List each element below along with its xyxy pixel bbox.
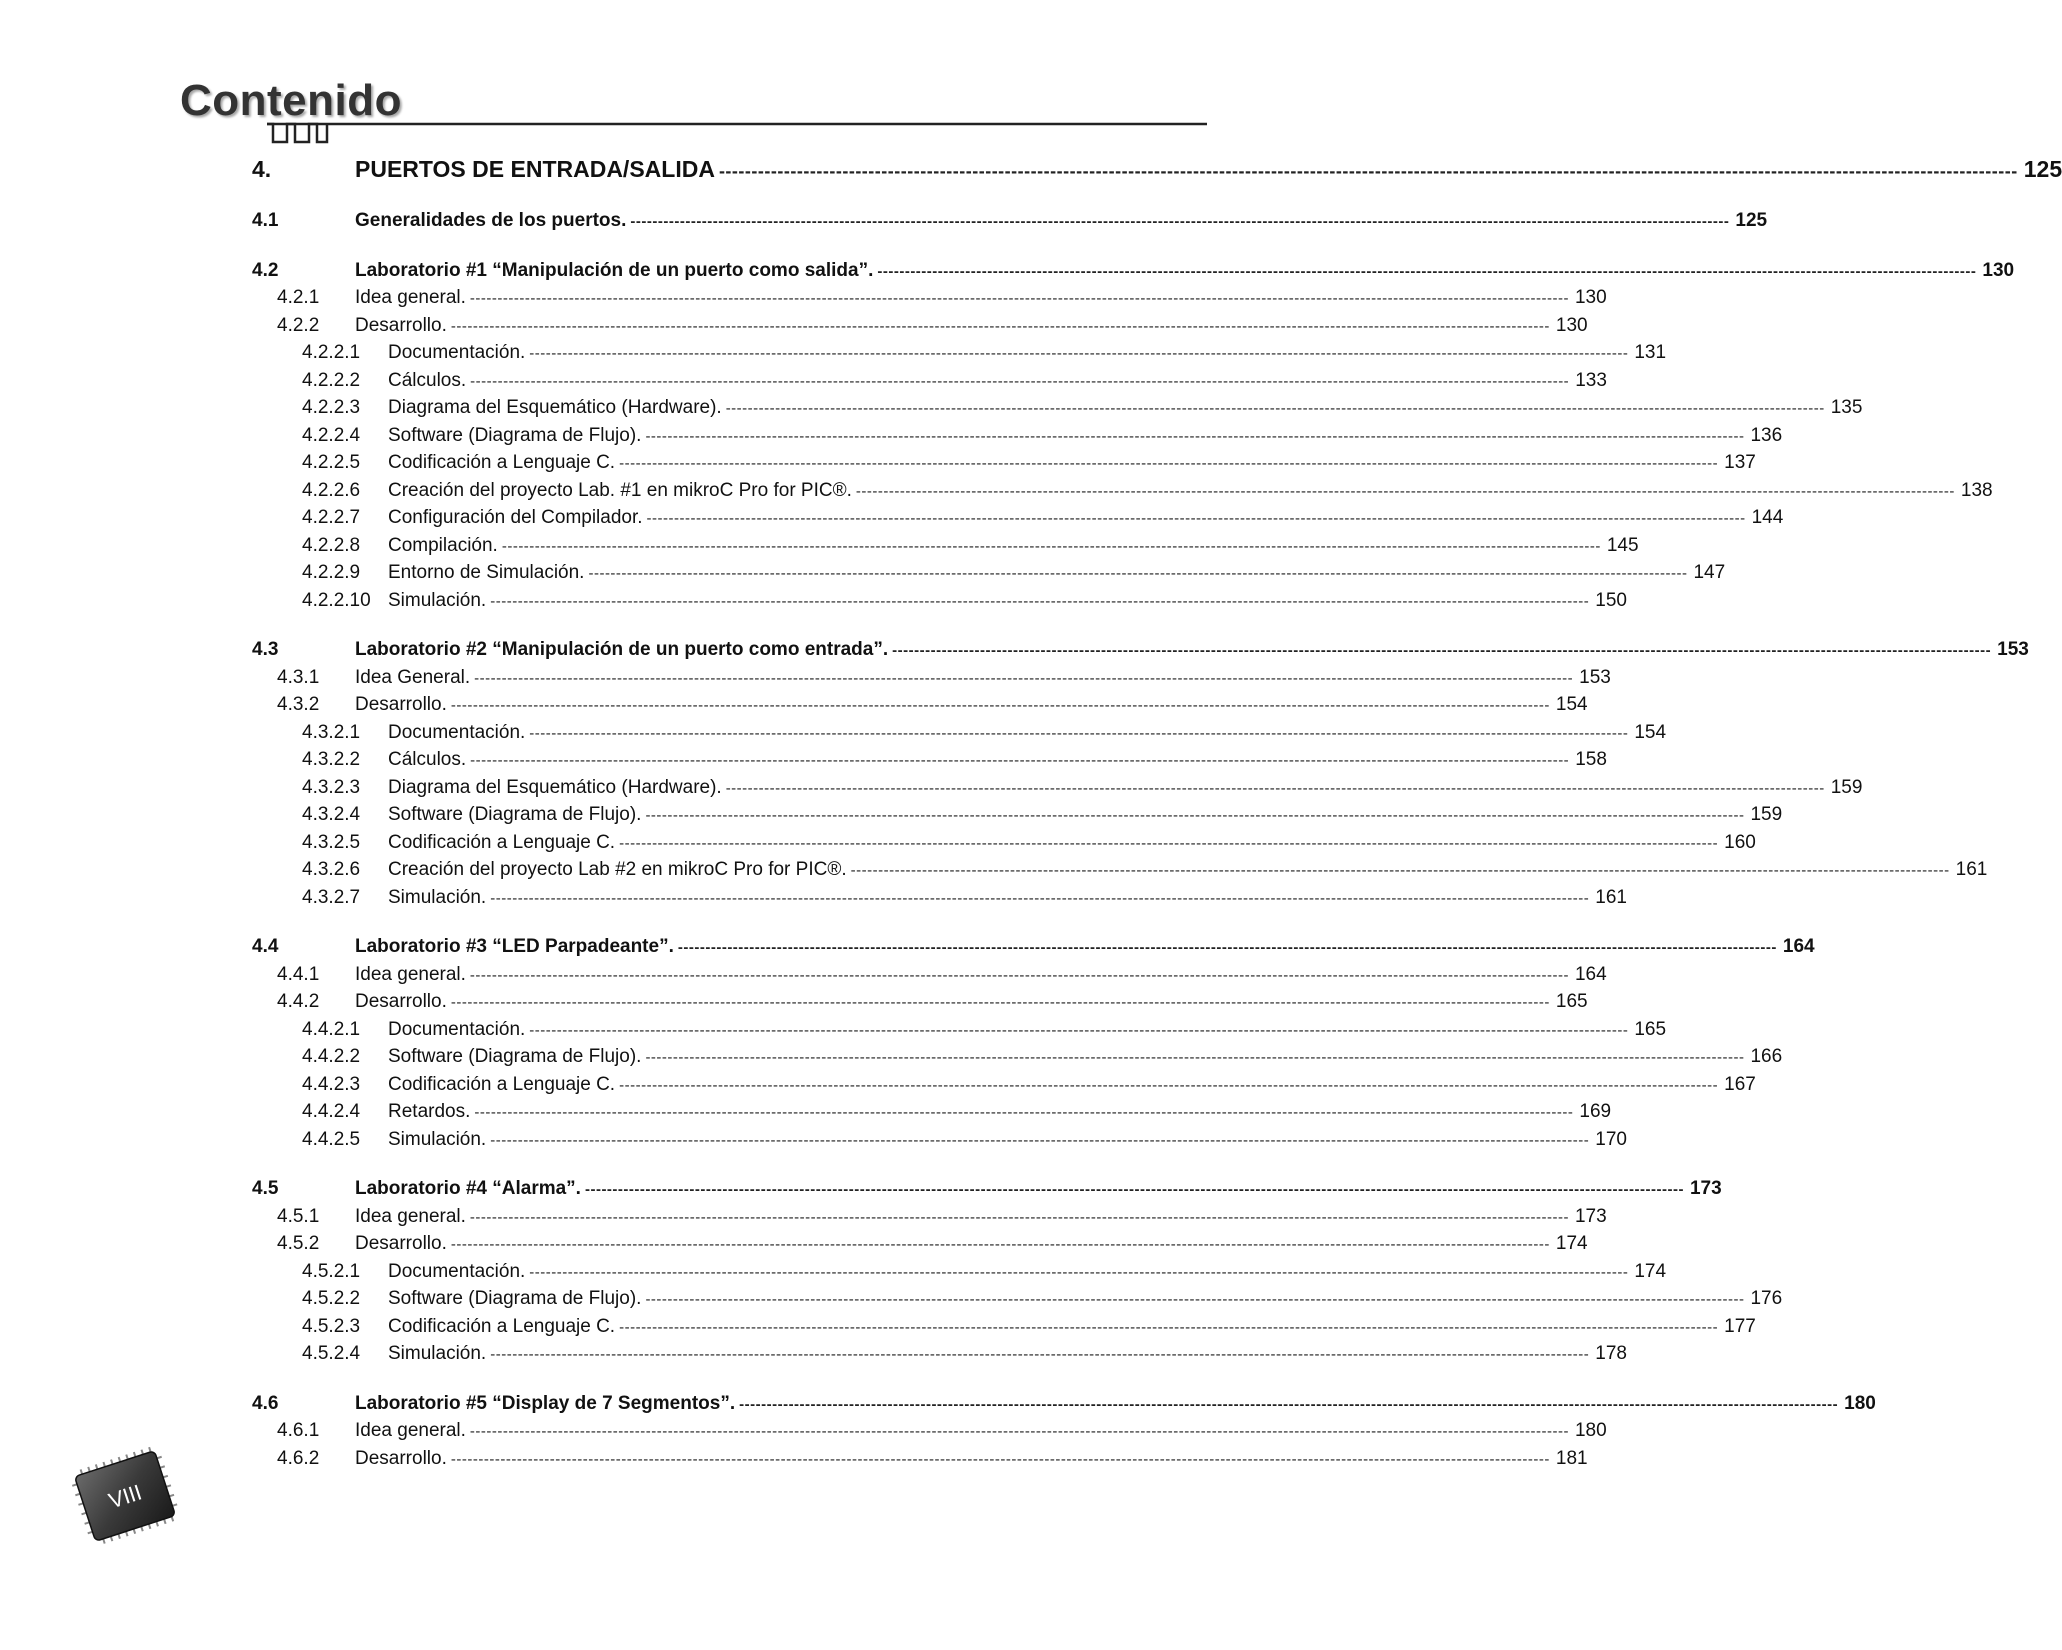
toc-entry-number: 4.6.2 [277,1447,320,1469]
toc-entry-number: 4.2.2.5 [302,452,361,473]
toc-entry[interactable] [252,452,1756,480]
toc-entry[interactable] [252,886,1627,915]
toc-entry-number: 4.2.2.2 [302,369,361,391]
toc-entry-number: 4.2.2.3 [302,397,361,418]
toc-entry-number: 4.6 [252,1392,279,1414]
toc-entry-leader: -------------------------------------------------------------------------------------------------------------------------------------------------------------------------------------------------------- [677,939,1777,956]
toc-entry-number: 4.2.2.6 [302,479,361,501]
toc-entry-number: 4.4.2 [277,991,320,1012]
toc-entry-number: 4.3.1 [277,666,320,688]
toc-entry[interactable] [252,1420,1607,1448]
toc-entry-page: 125 [2023,156,2062,182]
toc-entry-leader: -------------------------------------------------------------------------------------------------------------------------------------------------------------------------------------------------------- [630,213,1730,230]
toc-entry-title: Laboratorio #4 “Alarma”. [355,1178,581,1199]
toc-entry-page: 169 [1579,1101,1612,1122]
toc-entry-number: 4.3.2.3 [302,776,361,798]
toc-entry-title: Documentación. [388,721,526,743]
toc-entry[interactable] [252,804,1783,832]
toc-entry-page: 130 [1574,287,1607,308]
toc-entry-leader: -------------------------------------------------------------------------------------------------------------------------------------------------------------------------------------------------------- [645,1049,1745,1066]
toc-entry-leader: -------------------------------------------------------------------------------------------------------------------------------------------------------------------------------------------------------- [450,697,1550,714]
pulse-wave-icon [267,124,327,142]
toc-entry-leader: -------------------------------------------------------------------------------------------------------------------------------------------------------------------------------------------------------- [490,889,1590,907]
toc-entry[interactable] [252,1260,1667,1289]
toc-entry-leader: -------------------------------------------------------------------------------------------------------------------------------------------------------------------------------------------------------- [474,1104,1574,1121]
toc-entry-number: 4.2.1 [277,287,320,308]
toc-entry-leader: -------------------------------------------------------------------------------------------------------------------------------------------------------------------------------------------------------- [619,834,1719,852]
toc-entry-page: 161 [1595,886,1627,908]
toc-entry-page: 166 [1750,1046,1783,1067]
toc-entry-leader: -------------------------------------------------------------------------------------------------------------------------------------------------------------------------------------------------------- [470,752,1570,769]
toc-entry-number: 4.3.2 [277,694,320,715]
toc-entry-page: 154 [1634,721,1667,743]
toc-entry[interactable] [252,507,1784,535]
toc-entry-leader: -------------------------------------------------------------------------------------------------------------------------------------------------------------------------------------------------------- [450,317,1550,335]
toc-entry-title: Cálculos. [388,749,467,770]
toc-entry[interactable] [252,479,1993,508]
toc-entry-page: 159 [1750,804,1783,825]
toc-entry[interactable] [252,1343,1627,1371]
toc-entry-title: Idea General. [355,666,471,688]
toc-entry-leader: -------------------------------------------------------------------------------------------------------------------------------------------------------------------------------------------------------- [490,1346,1590,1363]
toc-entry[interactable] [252,589,1627,618]
toc-entry-title: Desarrollo. [355,314,447,336]
toc-entry-leader: -------------------------------------------------------------------------------------------------------------------------------------------------------------------------------------------------------- [645,427,1745,445]
toc-entry-leader: -------------------------------------------------------------------------------------------------------------------------------------------------------------------------------------------------------- [718,161,2018,181]
toc-entry[interactable] [252,534,1639,563]
toc-entry-number: 4.2.2.1 [302,342,361,363]
toc-entry-title: Generalidades de los puertos. [355,210,627,231]
toc-entry-title: Laboratorio #1 “Manipulación de un puerto como salida”. [355,259,874,281]
toc-entry-leader: -------------------------------------------------------------------------------------------------------------------------------------------------------------------------------------------------------- [469,1208,1569,1226]
toc-entry-number: 4.4.1 [277,963,320,985]
toc-entry-leader: -------------------------------------------------------------------------------------------------------------------------------------------------------------------------------------------------------- [474,669,1574,687]
toc-entry-number: 4.6.1 [277,1420,320,1441]
toc-entry-title: Desarrollo. [355,991,447,1012]
toc-entry-number: 4.2.2.10 [302,589,371,611]
toc-entry-number: 4.4.2.4 [302,1101,361,1122]
toc-entry-number: 4.4.2.1 [302,1018,361,1040]
toc-entry-page: 176 [1750,1288,1783,1309]
toc-entry-title: Desarrollo. [355,1447,447,1469]
toc-entry-leader: -------------------------------------------------------------------------------------------------------------------------------------------------------------------------------------------------------- [450,994,1550,1011]
toc-entry[interactable] [252,749,1607,777]
toc-entry-number: 4.2.2.8 [302,534,361,556]
toc-entry-number: 4.3.2.2 [302,749,361,770]
page-title: Contenido [180,76,403,125]
toc-entry[interactable] [252,1233,1588,1261]
toc-entry-title: Documentación. [388,342,526,363]
toc-entry-leader: -------------------------------------------------------------------------------------------------------------------------------------------------------------------------------------------------------- [470,372,1570,390]
toc-entry-title: Codificación a Lenguaje C. [388,1315,616,1337]
toc-entry-leader: -------------------------------------------------------------------------------------------------------------------------------------------------------------------------------------------------------- [619,1076,1719,1094]
toc-entry[interactable] [252,1128,1627,1157]
toc-entry-title: Idea general. [355,1205,466,1227]
toc-entry[interactable] [252,859,1988,887]
toc-entry-page: 173 [1689,1178,1722,1199]
toc-entry-title: Diagrama del Esquemático (Hardware). [388,776,722,798]
title-rule-decoration [180,118,1294,146]
toc-entry-page: 160 [1724,831,1756,853]
toc-entry-number: 4.4 [252,936,279,957]
toc-entry-leader: -------------------------------------------------------------------------------------------------------------------------------------------------------------------------------------------------------- [892,642,1992,659]
toc-entry-leader: -------------------------------------------------------------------------------------------------------------------------------------------------------------------------------------------------------- [588,565,1688,582]
toc-entry-leader: -------------------------------------------------------------------------------------------------------------------------------------------------------------------------------------------------------- [469,966,1569,984]
toc-entry[interactable] [252,1447,1588,1476]
toc-entry-leader: -------------------------------------------------------------------------------------------------------------------------------------------------------------------------------------------------------- [645,1291,1745,1308]
toc-entry-page: 154 [1555,694,1588,715]
toc-entry-title: Simulación. [388,589,487,611]
toc-entry-title: Entorno de Simulación. [388,562,585,583]
toc-entry-leader: -------------------------------------------------------------------------------------------------------------------------------------------------------------------------------------------------------- [739,1395,1839,1413]
toc-entry-number: 4.4.2.5 [302,1128,361,1150]
toc-entry-title: Configuración del Compilador. [388,507,643,528]
toc-entry-number: 4.5.2.3 [302,1315,361,1337]
toc-entry-title: Idea general. [355,287,466,308]
toc-entry-leader: -------------------------------------------------------------------------------------------------------------------------------------------------------------------------------------------------------- [529,345,1629,362]
toc-entry[interactable] [252,287,1607,315]
toc-entry-number: 4.5.2.4 [302,1343,361,1364]
toc-entry[interactable] [252,991,1588,1019]
toc-entry[interactable] [252,1315,1756,1344]
toc-entry-title: Diagrama del Esquemático (Hardware). [388,397,722,418]
toc-entry[interactable] [252,314,1588,343]
toc-entry-page: 164 [1782,936,1815,957]
toc-entry-title: Simulación. [388,1343,487,1364]
toc-entry-page: 181 [1555,1447,1588,1469]
toc-entry-title: Desarrollo. [355,1233,447,1254]
toc-entry-number: 4.4.2.3 [302,1073,361,1095]
toc-entry-title: Codificación a Lenguaje C. [388,1073,616,1095]
toc-entry-number: 4.3.2.4 [302,804,361,825]
toc-entry[interactable] [252,156,2062,200]
toc-entry-title: Software (Diagrama de Flujo). [388,1046,642,1067]
toc-entry-page: 136 [1750,424,1783,446]
toc-entry[interactable] [252,963,1607,992]
toc-entry-page: 130 [1982,259,2015,281]
toc-entry[interactable] [252,369,1607,398]
toc-entry-page: 180 [1574,1420,1607,1441]
toc-entry-leader: -------------------------------------------------------------------------------------------------------------------------------------------------------------------------------------------------------- [450,1236,1550,1253]
toc-entry-page: 150 [1595,589,1627,611]
toc-entry-leader: -------------------------------------------------------------------------------------------------------------------------------------------------------------------------------------------------------- [877,262,1977,280]
toc-entry-title: Laboratorio #3 “LED Parpadeante”. [355,936,674,957]
toc-entry-leader: -------------------------------------------------------------------------------------------------------------------------------------------------------------------------------------------------------- [619,455,1719,472]
toc-entry[interactable] [252,1392,1876,1421]
toc-entry[interactable] [252,397,1863,425]
toc-entry-number: 4.5 [252,1178,279,1199]
toc-entry-page: 153 [1579,666,1611,688]
table-of-contents [252,156,2062,1475]
toc-entry-page: 153 [1997,639,2029,660]
toc-entry-page: 174 [1634,1260,1667,1282]
toc-entry-leader: -------------------------------------------------------------------------------------------------------------------------------------------------------------------------------------------------------- [725,779,1825,797]
toc-entry[interactable] [252,562,1726,590]
toc-entry-title: Software (Diagrama de Flujo). [388,424,642,446]
toc-entry-leader: -------------------------------------------------------------------------------------------------------------------------------------------------------------------------------------------------------- [490,1131,1590,1149]
toc-entry-title: PUERTOS DE ENTRADA/SALIDA [355,156,715,182]
toc-entry-leader: -------------------------------------------------------------------------------------------------------------------------------------------------------------------------------------------------------- [645,807,1745,824]
toc-entry[interactable] [252,1018,1667,1047]
toc-entry-leader: -------------------------------------------------------------------------------------------------------------------------------------------------------------------------------------------------------- [850,862,1950,879]
toc-entry-number: 4. [252,156,272,182]
toc-entry-number: 4.5.2 [277,1233,320,1254]
toc-entry[interactable] [252,721,1667,750]
toc-entry-title: Software (Diagrama de Flujo). [388,1288,642,1309]
toc-entry-title: Simulación. [388,1128,487,1150]
toc-entry-page: 135 [1830,397,1863,418]
page-number-label: VIII [105,1479,145,1514]
toc-entry-title: Codificación a Lenguaje C. [388,452,616,473]
toc-entry-title: Compilación. [388,534,498,556]
toc-entry-leader: -------------------------------------------------------------------------------------------------------------------------------------------------------------------------------------------------------- [529,1263,1629,1281]
toc-entry-page: 165 [1555,991,1588,1012]
toc-entry[interactable] [252,259,2015,288]
toc-entry-page: 167 [1724,1073,1756,1095]
toc-entry-page: 178 [1595,1343,1627,1364]
toc-entry[interactable] [252,1288,1783,1316]
toc-entry-page: 145 [1606,534,1639,556]
toc-entry-number: 4.5.1 [277,1205,320,1227]
toc-entry-page: 159 [1830,776,1863,798]
toc-entry-number: 4.2.2.7 [302,507,361,528]
toc-entry-number: 4.3 [252,639,279,660]
toc-entry-leader: -------------------------------------------------------------------------------------------------------------------------------------------------------------------------------------------------------- [529,724,1629,742]
toc-entry-number: 4.2.2.9 [302,562,361,583]
toc-entry-page: 177 [1724,1315,1756,1337]
toc-entry-title: Laboratorio #2 “Manipulación de un puerto como entrada”. [355,639,889,660]
toc-entry-title: Laboratorio #5 “Display de 7 Segmentos”. [355,1392,736,1414]
toc-entry-leader: -------------------------------------------------------------------------------------------------------------------------------------------------------------------------------------------------------- [725,400,1825,417]
toc-entry-title: Codificación a Lenguaje C. [388,831,616,853]
toc-entry[interactable] [252,936,1815,964]
toc-entry[interactable] [252,639,2029,667]
toc-entry-page: 125 [1735,210,1768,231]
toc-entry-page: 137 [1724,452,1756,473]
toc-entry-title: Creación del proyecto Lab. #1 en mikroC Pro for PIC®. [388,479,852,501]
toc-entry-title: Simulación. [388,886,487,908]
toc-entry-number: 4.3.2.1 [302,721,361,743]
toc-entry-page: 144 [1751,507,1784,528]
toc-entry-number: 4.4.2.2 [302,1046,361,1067]
toc-entry-page: 170 [1595,1128,1627,1150]
toc-entry[interactable] [252,1101,1612,1129]
toc-entry[interactable] [252,1205,1607,1234]
toc-entry-leader: -------------------------------------------------------------------------------------------------------------------------------------------------------------------------------------------------------- [646,510,1746,527]
toc-entry-page: 131 [1634,342,1667,363]
toc-entry[interactable] [252,1178,1722,1206]
toc-entry-number: 4.3.2.6 [302,859,361,880]
toc-entry-leader: -------------------------------------------------------------------------------------------------------------------------------------------------------------------------------------------------------- [469,1423,1569,1440]
toc-entry-page: 130 [1555,314,1588,336]
toc-entry-title: Desarrollo. [355,694,447,715]
toc-entry-page: 161 [1955,859,1988,880]
toc-entry-leader: -------------------------------------------------------------------------------------------------------------------------------------------------------------------------------------------------------- [469,290,1569,307]
toc-entry-page: 164 [1574,963,1607,985]
toc-entry-title: Documentación. [388,1260,526,1282]
toc-entry-leader: -------------------------------------------------------------------------------------------------------------------------------------------------------------------------------------------------------- [584,1181,1684,1198]
toc-entry-number: 4.2 [252,259,279,281]
toc-entry[interactable] [252,831,1756,860]
toc-entry-leader: -------------------------------------------------------------------------------------------------------------------------------------------------------------------------------------------------------- [619,1318,1719,1336]
toc-entry-number: 4.3.2.5 [302,831,361,853]
toc-entry-page: 173 [1574,1205,1607,1227]
toc-entry[interactable] [252,694,1588,722]
toc-entry-number: 4.2.2.4 [302,424,361,446]
toc-entry-page: 165 [1634,1018,1667,1040]
toc-entry-title: Documentación. [388,1018,526,1040]
toc-entry-page: 180 [1844,1392,1876,1414]
toc-entry[interactable] [252,666,1611,695]
toc-entry-leader: -------------------------------------------------------------------------------------------------------------------------------------------------------------------------------------------------------- [855,482,1955,500]
chip-icon [70,1448,180,1544]
toc-entry[interactable] [252,1073,1756,1102]
toc-entry-number: 4.5.2.1 [302,1260,361,1282]
toc-entry-page: 158 [1575,749,1607,770]
toc-entry[interactable] [252,776,1863,805]
toc-entry-page: 138 [1960,479,1993,501]
toc-entry-title: Idea general. [355,963,466,985]
toc-entry-leader: -------------------------------------------------------------------------------------------------------------------------------------------------------------------------------------------------------- [450,1450,1550,1468]
toc-entry-number: 4.2.2 [277,314,320,336]
toc-entry-page: 147 [1693,562,1726,583]
toc-entry-title: Idea general. [355,1420,466,1441]
toc-entry-title: Creación del proyecto Lab #2 en mikroC Pro for PIC®. [388,859,847,880]
toc-entry-title: Cálculos. [388,369,467,391]
toc-entry-leader: -------------------------------------------------------------------------------------------------------------------------------------------------------------------------------------------------------- [490,592,1590,610]
toc-entry[interactable] [252,342,1667,370]
toc-entry-leader: -------------------------------------------------------------------------------------------------------------------------------------------------------------------------------------------------------- [529,1021,1629,1039]
toc-entry-number: 4.5.2.2 [302,1288,361,1309]
toc-entry-title: Retardos. [388,1101,471,1122]
toc-entry-number: 4.1 [252,210,279,231]
toc-entry-title: Software (Diagrama de Flujo). [388,804,642,825]
toc-entry-number: 4.3.2.7 [302,886,361,908]
toc-entry[interactable] [252,1046,1783,1074]
toc-entry[interactable] [252,210,1768,238]
toc-entry[interactable] [252,424,1783,453]
toc-entry-leader: -------------------------------------------------------------------------------------------------------------------------------------------------------------------------------------------------------- [501,537,1601,555]
toc-entry-page: 174 [1555,1233,1588,1254]
toc-entry-page: 133 [1575,369,1607,391]
